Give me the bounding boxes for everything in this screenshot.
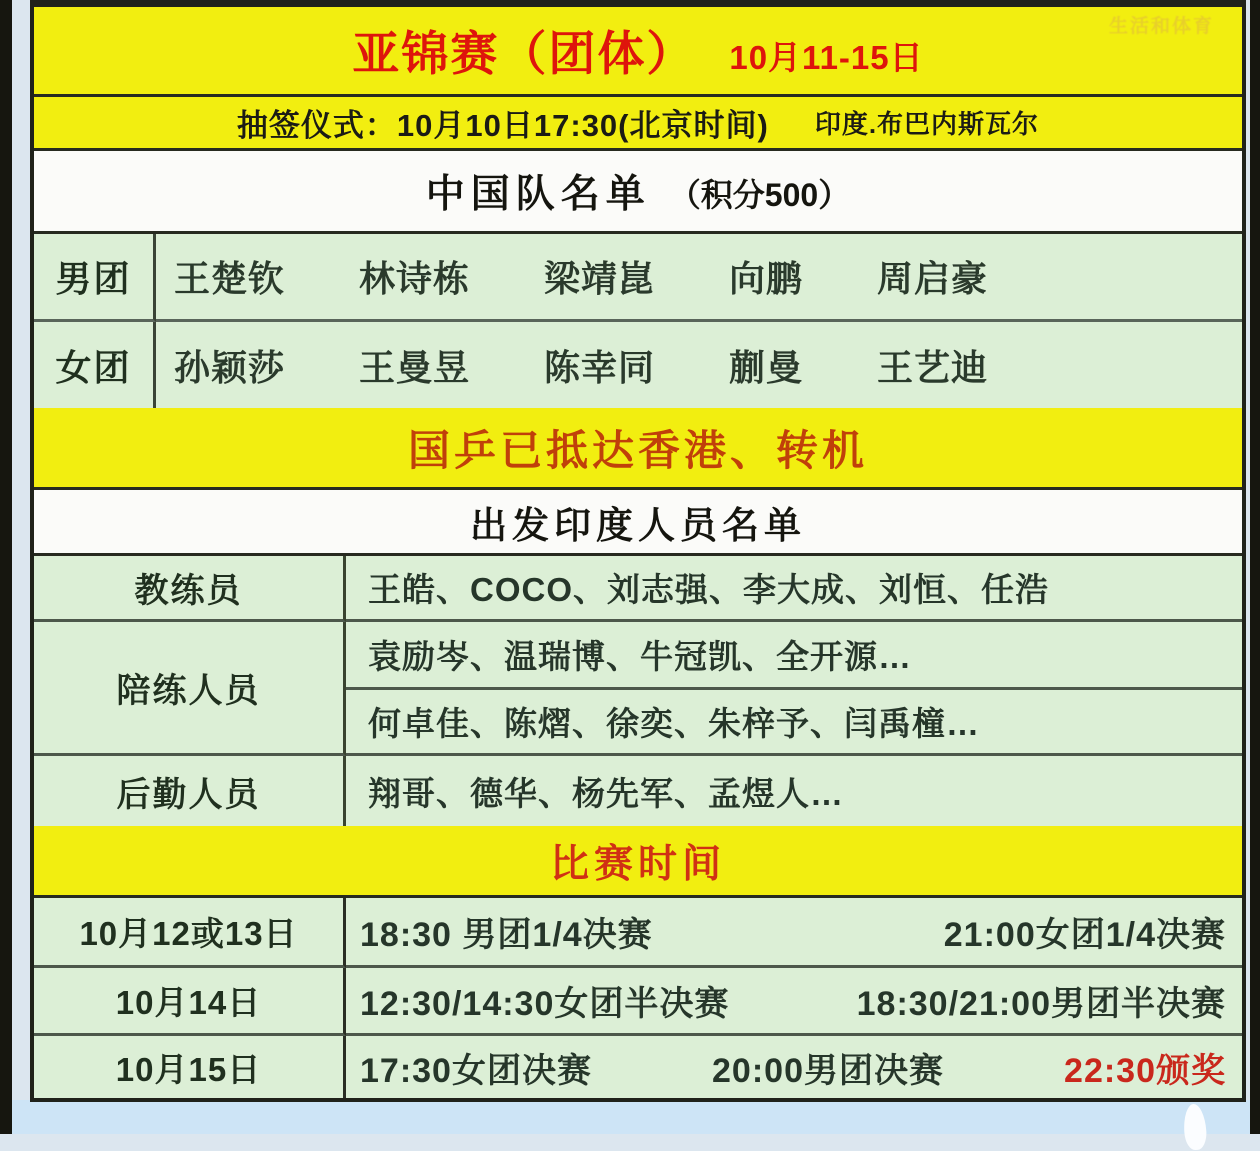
transit-banner-text: 国乒已抵达香港、转机 <box>407 426 868 474</box>
mens-team-label: 男团 <box>34 234 156 322</box>
schedule-event-3a: 17:30女团决赛 <box>360 1051 592 1090</box>
schedule-date-2: 10月14日 <box>34 968 346 1036</box>
logistics-names: 翔哥、德华、杨先军、孟煜人… <box>346 756 1242 826</box>
schedule-event-1a: 18:30 男团1/4决赛 <box>360 916 653 954</box>
schedule-title-row <box>34 826 1242 898</box>
schedule-title: 比赛时间 <box>549 842 726 886</box>
draw-ceremony-row <box>34 97 1242 151</box>
draw-ceremony-text: 抽签仪式：10月10日17:30(北京时间) <box>236 107 769 143</box>
schedule-event-award: 22:30颁奖 <box>1064 1051 1226 1090</box>
schedule-event-3b: 20:00男团决赛 <box>712 1051 944 1090</box>
roster-table <box>34 234 1242 408</box>
schedule-event-2b: 18:30/21:00男团半决赛 <box>856 985 1226 1023</box>
coaches-label: 教练员 <box>34 556 346 622</box>
schedule-event-2a: 12:30/14:30女团半决赛 <box>360 985 730 1023</box>
tournament-date-range: 10月11-15日 <box>729 38 924 76</box>
watermark-text: 生活和体育 <box>1108 16 1214 37</box>
bottom-background-strip <box>12 1100 1250 1134</box>
schedule-event-1b: 21:00女团1/4决赛 <box>943 916 1226 954</box>
practice-partners-names-line2: 何卓佳、陈熠、徐奕、朱梓予、闫禹橦… <box>346 690 1242 756</box>
title-row <box>34 7 1242 97</box>
roster-title-row <box>34 151 1242 235</box>
tournament-info-card <box>30 0 1246 1102</box>
right-edge-strip <box>1250 0 1260 1134</box>
schedule-row-2 <box>346 968 1242 1036</box>
practice-partners-label: 陪练人员 <box>34 622 346 756</box>
schedule-date-1: 10月12或13日 <box>34 898 346 968</box>
delegation-title: 出发印度人员名单 <box>470 504 806 546</box>
delegation-table <box>34 556 1242 826</box>
womens-team-names: 孙颖莎 王曼昱 陈幸同 蒯曼 王艺迪 <box>156 322 1242 408</box>
schedule-row-3 <box>346 1036 1242 1098</box>
tournament-title: 亚锦赛（团体） <box>352 26 696 80</box>
mens-team-names: 王楚钦 林诗栋 梁靖崑 向鹏 周启豪 <box>156 234 1242 322</box>
transit-banner-row <box>34 408 1242 490</box>
schedule-row-1 <box>346 898 1242 968</box>
delegation-title-row <box>34 490 1242 556</box>
left-edge-strip <box>0 0 12 1134</box>
coaches-names: 王皓、COCO、刘志强、李大成、刘恒、任浩 <box>346 556 1242 622</box>
roster-title: 中国队名单 <box>425 173 651 217</box>
practice-partners-names-line1: 袁励岑、温瑞博、牛冠凯、全开源… <box>346 622 1242 690</box>
roster-subtitle: （积分500） <box>668 177 851 214</box>
womens-team-label: 女团 <box>34 322 156 408</box>
draw-location: 印度.布巴内斯瓦尔 <box>814 108 1040 139</box>
logistics-label: 后勤人员 <box>34 756 346 826</box>
schedule-table <box>34 898 1242 1098</box>
schedule-date-3: 10月15日 <box>34 1036 346 1098</box>
